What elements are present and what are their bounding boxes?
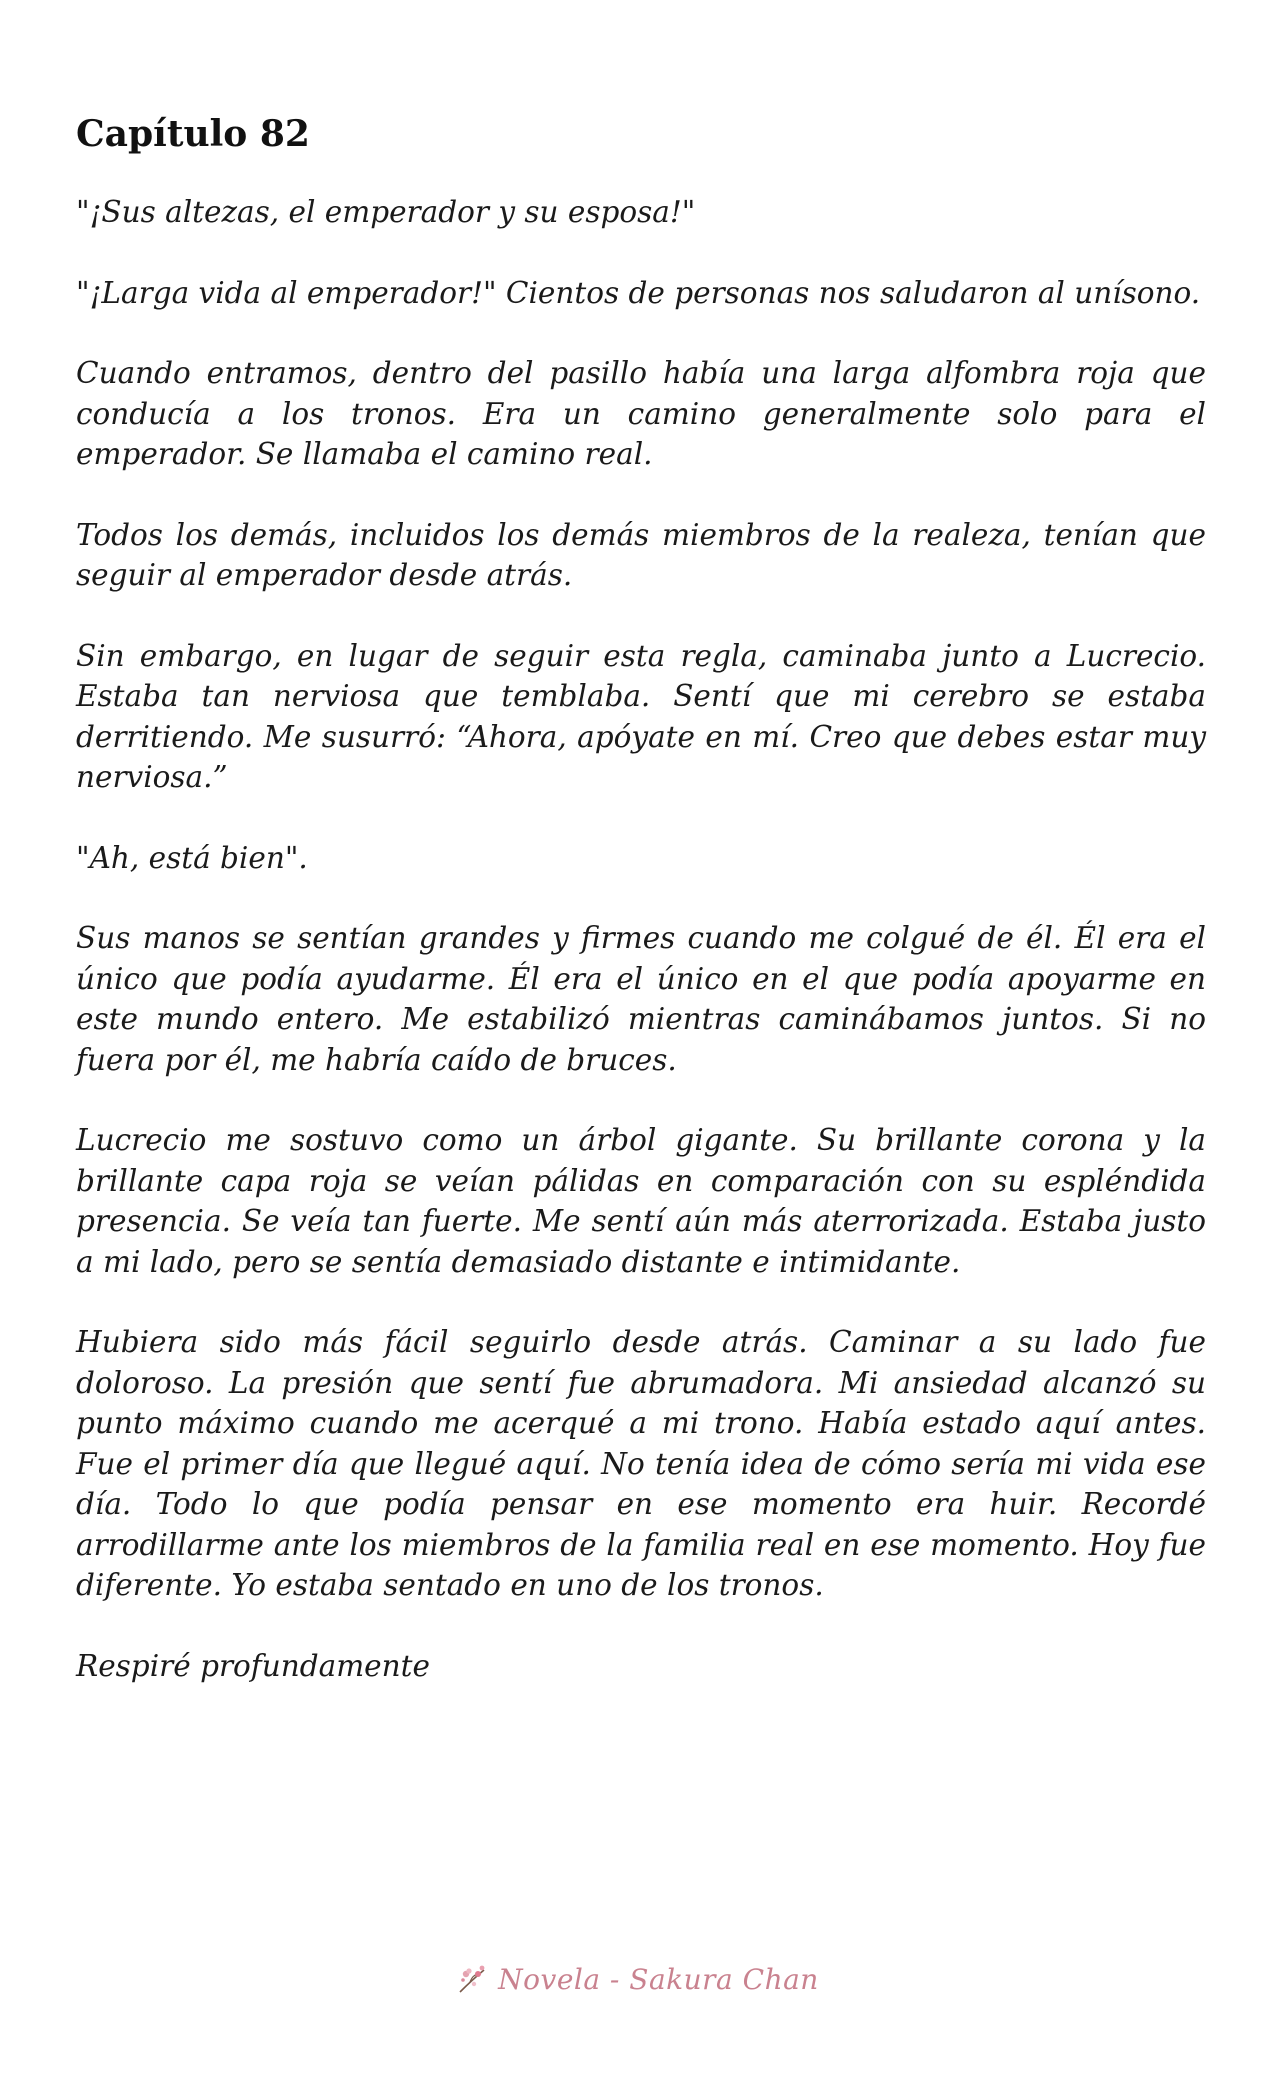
paragraph-6: "Ah, está bien". — [76, 840, 308, 875]
cherry-blossom-icon — [456, 1962, 490, 1996]
paragraph-2: "¡Larga vida al emperador!" Cientos de personas nos saludaron al unísono. — [76, 275, 1201, 310]
paragraph-5: Sin embargo, en lugar de seguir esta regla, caminaba junto a Lucrecio. Estaba tan nerviosa que temblaba. Sentí que mi cerebro se estaba derritiendo. Me susurró: “Ahora, apóyate en mí. Creo que debes estar muy nerviosa.” — [76, 638, 1206, 794]
paragraph-8: Lucrecio me sostuvo como un árbol gigante. Su brillante corona y la brillante capa roja se veían pálidas en comparación con su espléndida presencia. Se veía tan fuerte. Me sentí aún más aterrorizada. Estaba justo a mi lado, pero se sentía demasiado distante e intimidante. — [76, 1123, 1206, 1279]
paragraph-10: Respiré profundamente — [76, 1648, 430, 1683]
paragraph-7: Sus manos se sentían grandes y firmes cuando me colgué de él. Él era el único que podía ayudarme. Él era el único en el que podía apoyarme en este mundo entero. Me estabilizó mientras caminábamos juntos. Si no fuera por él, me habría caído de bruces. — [76, 921, 1206, 1077]
paragraph-3: Cuando entramos, dentro del pasillo había una larga alfombra roja que conducía a los tronos. Era un camino generalmente solo para el emperador. Se llamaba el camino real. — [76, 356, 1206, 471]
watermark-text: Novela - Sakura Chan — [498, 1962, 819, 1996]
paragraph-4: Todos los demás, incluidos los demás miembros de la realeza, tenían que seguir al emperador desde atrás. — [76, 517, 1206, 592]
footer-watermark — [0, 1962, 1275, 2006]
chapter-title: Capítulo 82 — [76, 113, 310, 155]
paragraph-1: "¡Sus altezas, el emperador y su esposa!" — [76, 195, 696, 229]
document-page — [76, 112, 1206, 1726]
paragraph-9: Hubiera sido más fácil seguirlo desde atrás. Caminar a su lado fue doloroso. La presión que sentí fue abrumadora. Mi ansiedad alcanzó su punto máximo cuando me acerqué a mi trono. Había estado aquí antes. Fue el primer día que llegué aquí. No tenía idea de cómo sería mi vida ese día. Todo lo que podía pensar en ese momento era huir. Recordé arrodillarme ante los miembros de la familia real en ese momento. Hoy fue diferente. Yo estaba sentado en uno de los tronos. — [76, 1325, 1206, 1602]
